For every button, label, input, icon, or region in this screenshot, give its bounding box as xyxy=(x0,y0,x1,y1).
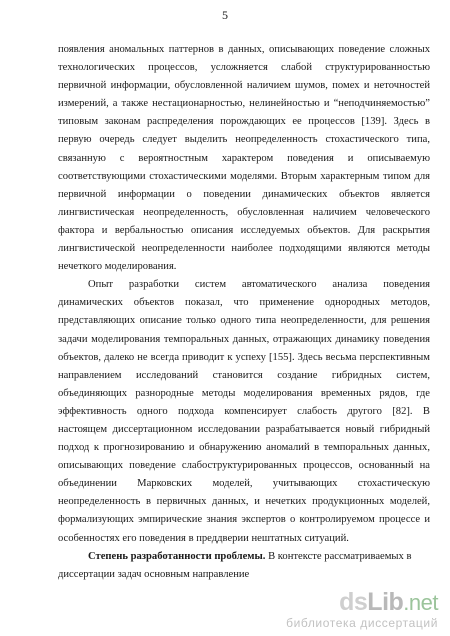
text-line: измерений, а также нестационарностью, нелинейностью и “неподчиняемостью” xyxy=(58,98,430,110)
text-line: нечеткого моделирования. xyxy=(58,261,177,273)
text-line: появления аномальных паттернов в данных, описывающих поведение сложных xyxy=(58,44,430,55)
watermark xyxy=(286,589,438,630)
dslib-logo: dsLib.net xyxy=(339,588,438,616)
text-line: эффективность одного подхода компенсирует слабость другого [82]. В xyxy=(58,405,430,417)
text-line: типовым законам распределения порождающих ее процессов [139]. Здесь в xyxy=(58,116,430,128)
text-line: первичной информации, обусловленной наличием шумов, помех и неточностей xyxy=(58,80,430,92)
page-number: 5 xyxy=(222,8,228,22)
watermark-subtitle: библиотека диссертаций xyxy=(286,616,438,630)
text-line: формализующих эмпирические знания экспертов о контролируемом процессе и xyxy=(58,514,430,526)
text-line: первую очередь следует выделить неопределенность стохастического типа, xyxy=(58,134,430,146)
text-line: Опыт разработки систем автоматического анализа поведения xyxy=(88,279,430,291)
text-line: представляющих описание только одного типа неопределенности, для решения xyxy=(58,315,430,327)
text-line: связанную с вероятностным характером поведения и описываемую xyxy=(58,152,430,164)
text-line: соответствующими стохастическими моделями. Вторым характерным типом для xyxy=(58,170,430,182)
section-heading: Степень разработанности проблемы. xyxy=(88,550,266,562)
text-line: описывающих поведение слабоструктурированных процессов, основанный на xyxy=(58,460,430,472)
text-line: первичной информации о поведении динамических объектов является xyxy=(58,188,430,200)
text-line: объектов, далеко не всегда приводит к успеху [155]. Здесь весьма перспективным xyxy=(58,351,430,363)
text-line: динамических объектов показал, что применение однородных методов, xyxy=(58,297,430,309)
text-line: направлением исследований становится создание гибридных систем, xyxy=(58,369,430,381)
text-line: настоящем диссертационном исследовании разрабатывается новый гибридный xyxy=(58,423,430,435)
text-line: лингвистическая неопределенность, обусловленная наличием человеческого xyxy=(58,206,430,218)
text-line: технологических процессов, усложняется слабой структурированностью xyxy=(58,62,430,74)
text-line: особенностях его поведения в преддверии нештатных ситуаций. xyxy=(58,532,349,544)
text-line: задачи моделирования темпоральных данных, отражающих динамику поведения xyxy=(58,333,430,345)
text-line: лингвистической неопределенности наиболее подходящими являются методы xyxy=(58,243,430,255)
text-line: подход к прогнозированию и обнаружению аномалий в темпоральных данных, xyxy=(58,442,430,454)
text-line: фактора и вербальностью описания исследуемых объектов. Для раскрытия xyxy=(58,224,430,236)
body-text xyxy=(58,41,430,584)
text-line-rest: В контексте рассматриваемых в xyxy=(268,550,412,562)
text-line xyxy=(58,548,430,566)
text-line: неопределенность в первичных данных, и нечетких продукционных моделей, xyxy=(58,496,430,508)
text-line: диссертации задач основным направление xyxy=(58,568,250,580)
text-line: объединяющих разнородные методы моделирования временных рядов, где xyxy=(58,387,430,399)
text-line: объединении Марковских моделей, учитывающих стохастическую xyxy=(58,478,430,490)
